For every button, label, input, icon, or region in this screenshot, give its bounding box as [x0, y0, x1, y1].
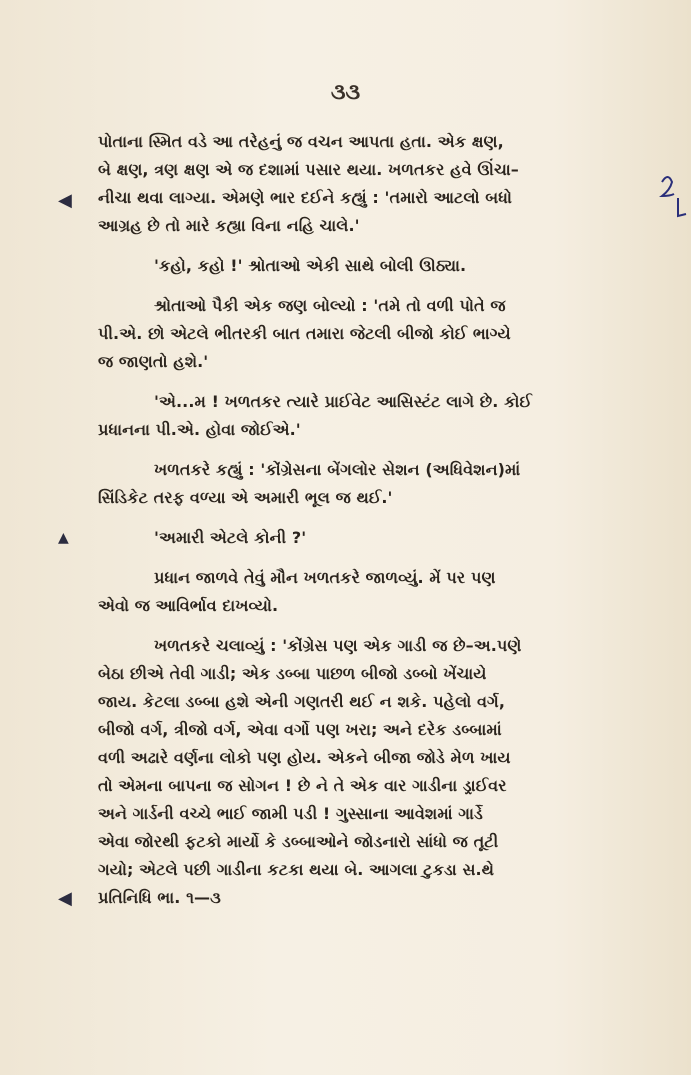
- handwritten-margin-note: [656, 160, 690, 230]
- text-line: ખળતકરે ચલાવ્યું : 'કોંગ્રેસ પણ એક ગાડી જ છે–અ.પણે: [154, 636, 522, 655]
- text-line: પી.એ. છો એટલે ભીતરકી બાત તમારા જેટલી બીજો કોઈ ભાગ્યે: [98, 324, 511, 343]
- text-line: જ જાણતો હશે.': [98, 352, 209, 371]
- margin-arrow-up-icon: ▲: [58, 530, 69, 546]
- text-line: 'કહો, કહો !' શ્રોતાઓ એકી સાથે બોલી ઊઠ્યા.: [154, 256, 467, 275]
- body-text: [98, 128, 658, 912]
- paragraph: [98, 252, 658, 280]
- text-line: અને ગાર્ડની વચ્ચે ભાઈ જામી પડી ! ગુસ્સાના આવેશમાં ગાર્ડે: [98, 804, 483, 823]
- text-line: બીજો વર્ગ, ત્રીજો વર્ગ, એવા વર્ગો પણ ખરા; અને દરેક ડબ્બામાં: [98, 720, 502, 739]
- text-line: આગ્રહ છે તો મારે કહ્યા વિના નહિ ચાલે.': [98, 216, 360, 235]
- paragraph: [98, 632, 658, 912]
- text-line: તો એમના બાપના જ સોગન ! છે ને તે એક વાર ગાડીના ડ્રાઈવર: [98, 776, 507, 795]
- text-line: બેઠા છીએ તેવી ગાડી; એક ડબ્બા પાછળ બીજો ડબ્બો ખેંચાયે: [98, 664, 487, 683]
- text-line: એવા જોરથી ફટકો માર્યો કે ડબ્બાઓને જોડનારો સાંધો જ તૂટી: [98, 832, 499, 851]
- text-line: જાય. કેટલા ડબ્બા હશે એની ગણતરી થઈ ન શકે. પહેલો વર્ગ,: [98, 692, 506, 711]
- text-line: પ્રધાન જાળવે તેવું મૌન ખળતકરે જાળવ્યું. મેં પર પણ: [154, 568, 496, 587]
- paragraph: [98, 456, 658, 512]
- paragraph: [98, 388, 658, 444]
- text-line: ગયો; એટલે પછી ગાડીના કટકા થયા બે. આગલા ટુકડા સ.થે: [98, 860, 495, 879]
- text-line: એવો જ આવિર્ભાવ દાખવ્યો.: [98, 596, 279, 615]
- page-number: ૩૩: [330, 80, 361, 105]
- text-line: સિંડિકેટ તરફ વળ્યા એ અમારી ભૂલ જ થઈ.': [98, 488, 393, 507]
- margin-arrow-left-icon: ◀: [58, 190, 72, 211]
- paragraph: [98, 524, 658, 552]
- margin-arrow-left-icon: ◀: [58, 888, 72, 909]
- text-line: નીચા થવા લાગ્યા. એમણે ભાર દઈને કહ્યું : 'તમારો આટલો બધો: [98, 188, 512, 207]
- text-line: ખળતકરે કહ્યું : 'કોંગ્રેસના બેંગલોર સેશન (અધિવેશન)માં: [154, 460, 521, 479]
- text-line: પ્રધાનના પી.એ. હોવા જોઈએ.': [98, 420, 301, 439]
- footer-signature-line: પ્રતિનિધિ ભા. ૧—૩: [98, 888, 221, 907]
- text-line: 'એ...મ ! ખળતકર ત્યારે પ્રાઈવેટ આસિસ્ટંટ લાગે છે. કોઈ: [154, 392, 532, 411]
- text-line: વળી અઢારે વર્ણના લોકો પણ હોય. એકને બીજા જોડે મેળ ખાય: [98, 748, 511, 767]
- text-line: 'અમારી એટલે કોની ?': [154, 528, 307, 547]
- text-line: બે ક્ષણ, ત્રણ ક્ષણ એ જ દશામાં પસાર થયા. ખળતકર હવે ઊંચા–: [98, 160, 519, 179]
- paragraph: [98, 128, 658, 240]
- text-line: શ્રોતાઓ પૈકી એક જણ બોલ્યો : 'તમે તો વળી પોતે જ: [154, 296, 506, 315]
- paragraph: [98, 292, 658, 376]
- text-line: પોતાના સ્મિત વડે આ તરેહનું જ વચન આપતા હતા. એક ક્ષણ,: [98, 132, 504, 151]
- paragraph: [98, 564, 658, 620]
